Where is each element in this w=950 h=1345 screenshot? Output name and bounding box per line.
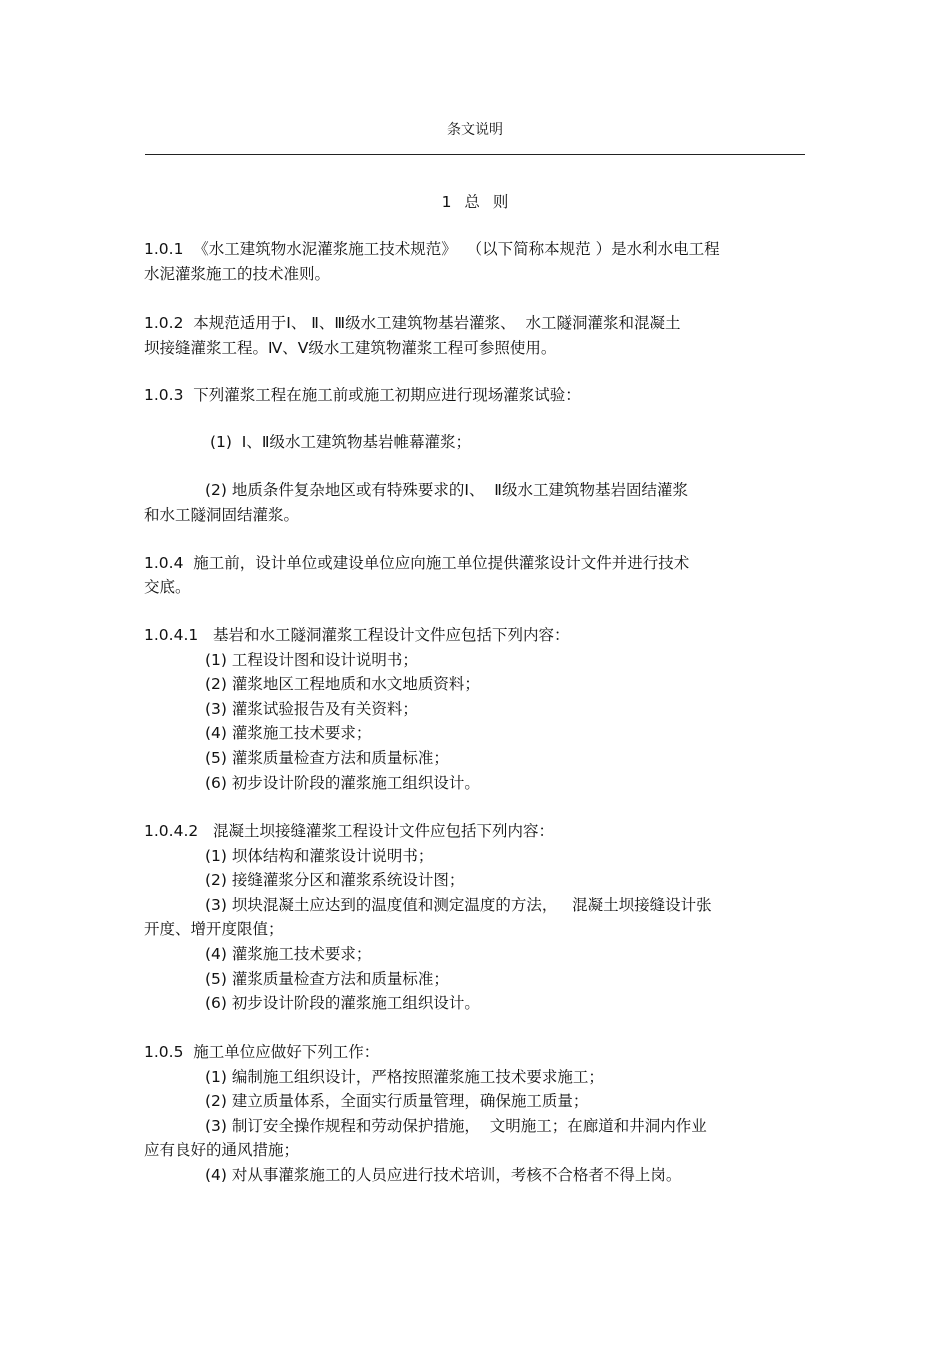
clause-1-0-4-2-heading: 1.0.4.2 混凝土坝接缝灌浆工程设计文件应包括下列内容： <box>144 822 555 840</box>
clause-1-0-5-item-4: (4) 对从事灌浆施工的人员应进行技术培训，考核不合格者不得上岗。 <box>205 1166 682 1184</box>
clause-1-0-4-2-item-1: (1) 坝体结构和灌浆设计说明书； <box>205 847 434 865</box>
clause-1-0-1-line-2: 水泥灌浆施工的技术准则。 <box>144 265 331 283</box>
clause-1-0-5-item-1: (1) 编制施工组织设计，严格按照灌浆施工技术要求施工； <box>205 1068 604 1086</box>
clause-1-0-3-heading: 1.0.3 下列灌浆工程在施工前或施工初期应进行现场灌浆试验： <box>144 386 581 404</box>
clause-1-0-4-2-item-3-line-2: 开度、增开度限值； <box>144 920 284 938</box>
clause-1-0-4-2-item-2: (2) 接缝灌浆分区和灌浆系统设计图； <box>205 871 465 889</box>
clause-1-0-5-item-3-line-2: 应有良好的通风措施； <box>144 1141 300 1159</box>
clause-1-0-5-item-3-line-1: (3) 制订安全操作规程和劳动保护措施， 文明施工；在廊道和井洞内作业 <box>205 1117 707 1135</box>
clause-1-0-4-line-1: 1.0.4 施工前，设计单位或建设单位应向施工单位提供灌浆设计文件并进行技术 <box>144 554 690 572</box>
clause-1-0-4-2-item-6: (6) 初步设计阶段的灌浆施工组织设计。 <box>205 994 480 1012</box>
clause-1-0-3-item-2-line-1: (2) 地质条件复杂地区或有特殊要求的Ⅰ、 Ⅱ级水工建筑物基岩固结灌浆 <box>205 481 688 499</box>
clause-1-0-4-1-item-3: (3) 灌浆试验报告及有关资料； <box>205 700 418 718</box>
clause-1-0-4-1-item-6: (6) 初步设计阶段的灌浆施工组织设计。 <box>205 774 480 792</box>
clause-1-0-4-1-item-2: (2) 灌浆地区工程地质和水文地质资料； <box>205 675 480 693</box>
clause-1-0-4-line-2: 交底。 <box>144 578 191 596</box>
chapter-title-part-2: 则 <box>492 193 509 211</box>
clause-1-0-4-1-item-4: (4) 灌浆施工技术要求； <box>205 724 372 742</box>
clause-1-0-4-2-item-3-line-1: (3) 坝块混凝土应达到的温度值和测定温度的方法， 混凝土坝接缝设计张 <box>205 896 712 914</box>
clause-1-0-4-1-item-1: (1) 工程设计图和设计说明书； <box>205 651 418 669</box>
clause-1-0-1-line-1: 1.0.1 《水工建筑物水泥灌浆施工技术规范》 （以下简称本规范 ）是水利水电工程 <box>144 240 720 258</box>
chapter-heading <box>0 192 950 212</box>
running-header: 条文说明 <box>447 122 503 138</box>
clause-1-0-3-item-2-line-2: 和水工隧洞固结灌浆。 <box>144 506 300 524</box>
clause-1-0-4-2-item-5: (5) 灌浆质量检查方法和质量标准； <box>205 970 449 988</box>
clause-1-0-4-2-item-4: (4) 灌浆施工技术要求； <box>205 945 372 963</box>
clause-1-0-2-line-2: 坝接缝灌浆工程。Ⅳ、Ⅴ级水工建筑物灌浆工程可参照使用。 <box>144 339 557 357</box>
clause-1-0-5-item-2: (2) 建立质量体系，全面实行质量管理，确保施工质量； <box>205 1092 589 1110</box>
clause-1-0-5-heading: 1.0.5 施工单位应做好下列工作： <box>144 1043 380 1061</box>
clause-1-0-2-line-1: 1.0.2 本规范适用于Ⅰ、 Ⅱ、Ⅲ级水工建筑物基岩灌浆、 水工隧洞灌浆和混凝土 <box>144 314 681 332</box>
clause-1-0-4-1-heading: 1.0.4.1 基岩和水工隧洞灌浆工程设计文件应包括下列内容： <box>144 626 570 644</box>
header-rule <box>145 154 805 155</box>
chapter-title-part-1: 总 <box>464 193 480 211</box>
clause-1-0-3-item-1: (1) Ⅰ、Ⅱ级水工建筑物基岩帷幕灌浆； <box>210 433 472 451</box>
chapter-number: 1 <box>441 193 452 211</box>
clause-1-0-4-1-item-5: (5) 灌浆质量检查方法和质量标准； <box>205 749 449 767</box>
